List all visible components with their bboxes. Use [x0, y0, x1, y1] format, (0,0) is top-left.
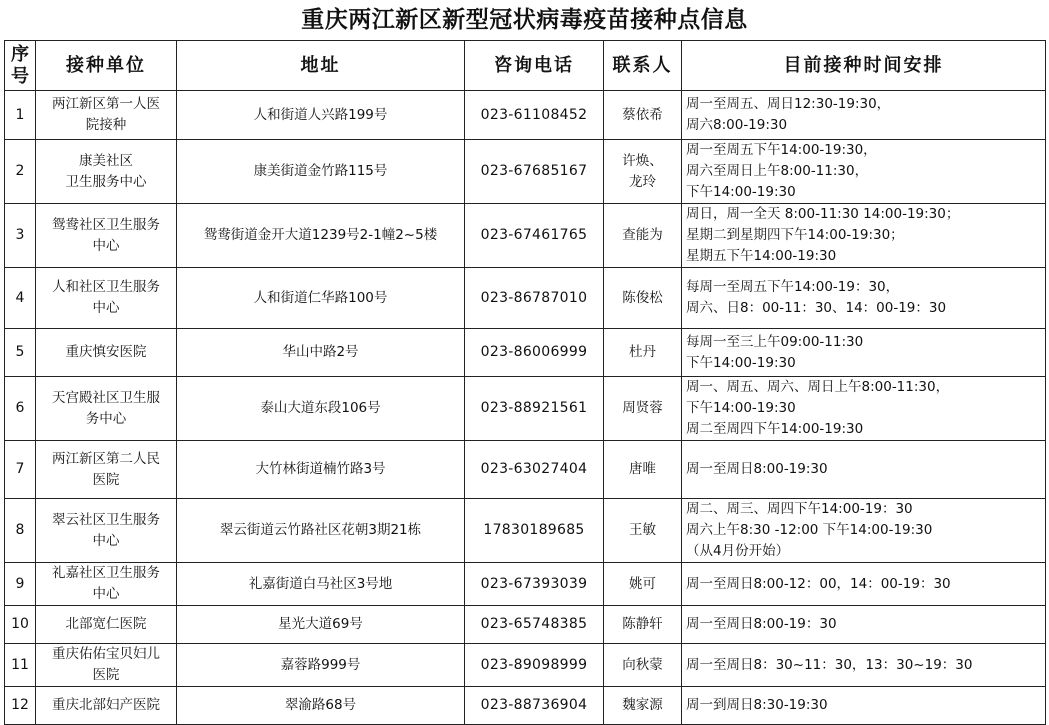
schedule-line: 星期五下午14:00-19:30	[686, 248, 837, 264]
schedule-line: 周一至周日8:00-19:30	[686, 461, 828, 477]
unit-cell	[36, 441, 177, 499]
schedule-line: 星期二到星期四下午14:00-19:30；	[686, 227, 904, 243]
schedule-cell	[682, 499, 1046, 563]
unit-line: 院接种	[85, 117, 127, 133]
contact-line: 许焕、	[622, 152, 663, 169]
unit-line: 两江新区第一人医	[52, 96, 160, 112]
row-index: 8	[5, 499, 36, 563]
unit-cell	[36, 499, 177, 563]
schedule-cell	[682, 687, 1046, 725]
schedule-line: 周六至周日上午8:00-11:30，	[686, 163, 869, 179]
address-cell: 翠云街道云竹路社区花朝3期21栋	[177, 499, 465, 563]
header-schedule: 目前接种时间安排	[682, 41, 1046, 91]
contact-cell	[604, 204, 682, 268]
phone-cell: 023-88736904	[465, 687, 604, 725]
unit-line: 重庆北部妇产医院	[52, 697, 160, 713]
address-cell: 星光大道69号	[177, 606, 465, 644]
schedule-line: 周日，周一全天 8:00-11:30 14:00-19:30；	[686, 206, 960, 222]
contact-line: 蔡依希	[622, 106, 663, 123]
table-row	[5, 606, 1046, 644]
unit-line: 礼嘉社区卫生服务	[52, 565, 160, 581]
schedule-line: 周一至周日8:00-19：30	[686, 616, 837, 632]
header-row	[5, 41, 1046, 91]
schedule-line: 下午14:00-19:30	[686, 354, 796, 371]
unit-cell	[36, 644, 177, 687]
row-index: 1	[5, 91, 36, 140]
contact-line: 查能为	[622, 227, 663, 243]
schedule-cell	[682, 563, 1046, 606]
schedule-cell	[682, 140, 1046, 204]
schedule-line: 每周一至三上午09:00-11:30	[686, 333, 864, 350]
schedule-line: 每周一至周五下午14:00-19：30，	[686, 279, 900, 295]
schedule-cell	[682, 268, 1046, 329]
unit-line: 天宫殿社区卫生服	[52, 389, 160, 406]
phone-cell: 17830189685	[465, 499, 604, 563]
phone-cell: 023-67685167	[465, 140, 604, 204]
phone-cell: 023-88921561	[465, 377, 604, 441]
table-row	[5, 140, 1046, 204]
table-row	[5, 91, 1046, 140]
unit-cell	[36, 377, 177, 441]
phone-cell: 023-67393039	[465, 563, 604, 606]
unit-line: 中心	[92, 237, 120, 254]
contact-cell	[604, 441, 682, 499]
schedule-line: 周六上午8:30 -12:00 下午14:00-19:30	[686, 522, 933, 538]
row-index: 5	[5, 329, 36, 377]
contact-line: 陈静轩	[622, 616, 663, 632]
unit-line: 医院	[92, 471, 120, 488]
phone-cell: 023-86006999	[465, 329, 604, 377]
schedule-line: 周二至周四下午14:00-19:30	[686, 421, 864, 437]
header-unit: 接种单位	[36, 41, 177, 91]
table-row	[5, 499, 1046, 563]
schedule-line: 周一至周日8:00-12：00，14：00-19：30	[686, 575, 951, 592]
address-cell: 人和街道人兴路199号	[177, 91, 465, 140]
schedule-line: 周一到周日8:30-19:30	[686, 697, 828, 713]
contact-cell	[604, 563, 682, 606]
table-row	[5, 204, 1046, 268]
contact-cell	[604, 606, 682, 644]
contact-cell	[604, 687, 682, 725]
contact-line: 龙玲	[629, 173, 656, 190]
address-cell: 华山中路2号	[177, 329, 465, 377]
schedule-cell	[682, 329, 1046, 377]
table-body	[5, 91, 1046, 725]
contact-cell	[604, 329, 682, 377]
contact-line: 陈俊松	[622, 289, 663, 306]
unit-cell	[36, 204, 177, 268]
table-row	[5, 644, 1046, 687]
row-index: 10	[5, 606, 36, 644]
contact-line: 姚可	[629, 575, 656, 592]
phone-cell: 023-67461765	[465, 204, 604, 268]
address-cell: 翠渝路68号	[177, 687, 465, 725]
schedule-cell	[682, 441, 1046, 499]
unit-cell	[36, 329, 177, 377]
phone-cell: 023-89098999	[465, 644, 604, 687]
unit-line: 卫生服务中心	[65, 173, 147, 190]
unit-line: 鸳鸯社区卫生服务	[52, 216, 160, 233]
unit-line: 重庆慎安医院	[65, 344, 147, 360]
unit-cell	[36, 140, 177, 204]
contact-cell	[604, 91, 682, 140]
address-cell: 鸳鸯街道金开大道1239号2-1幢2~5楼	[177, 204, 465, 268]
row-index: 12	[5, 687, 36, 725]
unit-line: 重庆佑佑宝贝妇儿	[52, 646, 160, 662]
unit-line: 中心	[92, 586, 120, 602]
phone-cell: 023-65748385	[465, 606, 604, 644]
header-index	[5, 41, 36, 91]
schedule-line: 周一至周五、周日12:30-19:30，	[686, 96, 891, 112]
table-row	[5, 268, 1046, 329]
schedule-cell	[682, 644, 1046, 687]
vaccination-sites-table	[4, 40, 1046, 725]
contact-line: 向秋蒙	[622, 656, 663, 673]
schedule-line: 周一、周五、周六、周日上午8:00-11:30，	[686, 379, 950, 395]
row-index: 11	[5, 644, 36, 687]
unit-line: 两江新区第二人民	[52, 450, 160, 467]
schedule-line: 下午14:00-19:30	[686, 184, 796, 200]
row-index: 4	[5, 268, 36, 329]
header-index-label: 序 号	[11, 43, 29, 87]
schedule-line: 下午14:00-19:30	[686, 400, 796, 416]
table-row	[5, 329, 1046, 377]
row-index: 9	[5, 563, 36, 606]
contact-cell	[604, 140, 682, 204]
contact-line: 唐唯	[629, 461, 656, 477]
unit-cell	[36, 268, 177, 329]
phone-cell: 023-61108452	[465, 91, 604, 140]
schedule-cell	[682, 606, 1046, 644]
schedule-line: 周一至周日8：30~11：30，13：30~19：30	[686, 656, 973, 673]
contact-line: 魏家源	[622, 697, 663, 713]
contact-cell	[604, 499, 682, 563]
contact-cell	[604, 644, 682, 687]
schedule-line: （从4月份开始）	[686, 543, 790, 559]
address-cell: 人和街道仁华路100号	[177, 268, 465, 329]
header-address: 地址	[177, 41, 465, 91]
schedule-line: 周二、周三、周四下午14:00-19：30	[686, 501, 913, 517]
unit-cell	[36, 563, 177, 606]
contact-cell	[604, 268, 682, 329]
unit-line: 务中心	[85, 410, 127, 427]
table-row	[5, 441, 1046, 499]
unit-line: 医院	[92, 667, 120, 683]
schedule-line: 周一至周五下午14:00-19:30，	[686, 142, 877, 158]
row-index: 3	[5, 204, 36, 268]
phone-cell: 023-86787010	[465, 268, 604, 329]
unit-cell	[36, 606, 177, 644]
contact-line: 周贤蓉	[622, 400, 663, 416]
row-index: 7	[5, 441, 36, 499]
schedule-line: 周六8:00-19:30	[686, 117, 788, 133]
address-cell: 康美街道金竹路115号	[177, 140, 465, 204]
schedule-line: 周六、日8：00-11：30、14：00-19：30	[686, 300, 947, 316]
schedule-cell	[682, 204, 1046, 268]
row-index: 6	[5, 377, 36, 441]
header-phone: 咨询电话	[465, 41, 604, 91]
contact-line: 王敏	[629, 522, 656, 538]
header-contact: 联系人	[604, 41, 682, 91]
address-cell: 大竹林街道楠竹路3号	[177, 441, 465, 499]
unit-line: 人和社区卫生服务	[52, 279, 160, 295]
unit-cell	[36, 91, 177, 140]
contact-cell	[604, 377, 682, 441]
address-cell: 嘉蓉路999号	[177, 644, 465, 687]
row-index: 2	[5, 140, 36, 204]
unit-line: 康美社区	[79, 152, 133, 169]
schedule-cell	[682, 377, 1046, 441]
unit-line: 中心	[92, 300, 120, 316]
phone-cell: 023-63027404	[465, 441, 604, 499]
address-cell: 礼嘉街道白马社区3号地	[177, 563, 465, 606]
contact-line: 杜丹	[629, 344, 656, 360]
address-cell: 泰山大道东段106号	[177, 377, 465, 441]
unit-line: 中心	[92, 532, 120, 549]
schedule-cell	[682, 91, 1046, 140]
unit-cell	[36, 687, 177, 725]
unit-line: 北部宽仁医院	[65, 616, 147, 632]
table-row	[5, 377, 1046, 441]
page-title: 重庆两江新区新型冠状病毒疫苗接种点信息	[301, 7, 748, 33]
table-row	[5, 563, 1046, 606]
table-row	[5, 687, 1046, 725]
unit-line: 翠云社区卫生服务	[52, 511, 160, 528]
